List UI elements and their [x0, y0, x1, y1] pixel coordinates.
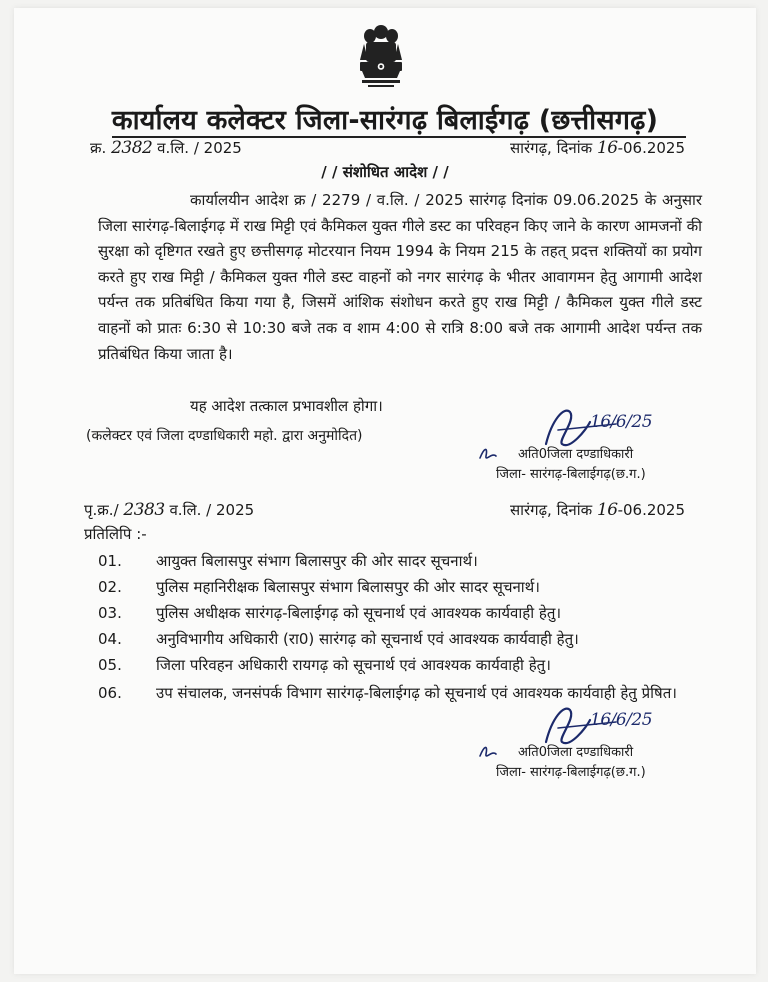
order-ref-prefix: क्र. — [90, 139, 107, 157]
signature-district-2: जिला- सारंगढ़-बिलाईगढ़(छ.ग.) — [496, 765, 646, 780]
list-item: 05. जिला परिवहन अधिकारी रायगढ़ को सूचनार्थ एवं आवश्यक कार्यवाही हेतु। — [98, 656, 551, 674]
copy-date-rest: -06.2025 — [617, 501, 686, 519]
signature-date-note-2: 16/6/25 — [590, 710, 653, 730]
list-item: 04. अनुविभागीय अधिकारी (रा0) सारंगढ़ को सूचनार्थ एवं आवश्यक कार्यवाही हेतु। — [98, 630, 579, 648]
signature-designation-1: अति0जिला दण्डाधिकारी — [518, 447, 634, 462]
signature-district-1: जिला- सारंगढ़-बिलाईगढ़(छ.ग.) — [496, 467, 646, 482]
order-body — [98, 188, 702, 367]
copy-ref-prefix: पृ.क्र./ — [84, 501, 119, 519]
list-item: 06. उप संचालक, जनसंपर्क विभाग सारंगढ़-बिलाईगढ़ को सूचनार्थ एवं आवश्यक कार्यवाही हेतु प्रेषित। — [98, 684, 677, 702]
order-date-rest: -06.2025 — [617, 139, 686, 157]
copy-ref-suffix: व.लि. / 2025 — [169, 501, 255, 519]
copy-ref-number: 2383 — [123, 500, 165, 520]
approval-line: (कलेक्टर एवं जिला दण्डाधिकारी महो. द्वारा अनुमोदित) — [86, 428, 363, 444]
order-heading: / / संशोधित आदेश / / — [321, 163, 449, 181]
signature-designation-2: अति0जिला दण्डाधिकारी — [518, 745, 634, 760]
signature-block-1 — [466, 400, 686, 490]
copy-label: प्रतिलिपि :- — [84, 525, 147, 543]
document-page — [14, 8, 756, 974]
list-item: 03. पुलिस अधीक्षक सारंगढ़-बिलाईगढ़ को सूचनार्थ एवं आवश्यक कार्यवाही हेतु। — [98, 604, 562, 622]
copy-reference — [84, 500, 254, 520]
list-item: 02. पुलिस महानिरीक्षक बिलासपुर संभाग बिलासपुर की ओर सादर सूचनार्थ। — [98, 578, 540, 596]
order-date-handwritten: 16 — [596, 138, 618, 158]
distribution-list — [98, 550, 708, 710]
signature-block-2 — [466, 698, 686, 788]
copy-date-handwritten: 16 — [596, 500, 618, 520]
order-place-date — [510, 138, 685, 158]
office-title: कार्यालय कलेक्टर जिला-सारंगढ़ बिलाईगढ़ (छत्तीसगढ़) — [111, 105, 659, 136]
order-place-label: सारंगढ़, दिनांक — [510, 139, 597, 157]
order-effect-line: यह आदेश तत्काल प्रभावशील होगा। — [190, 397, 383, 415]
copy-place-date — [510, 500, 685, 520]
order-ref-suffix: व.लि. / 2025 — [157, 139, 242, 157]
signature-date-note-1: 16/6/25 — [590, 412, 653, 432]
order-ref-number: 2382 — [111, 138, 153, 158]
state-emblem-icon — [348, 22, 414, 102]
list-item: 01. आयुक्त बिलासपुर संभाग बिलासपुर की ओर सादर सूचनार्थ। — [98, 552, 478, 570]
order-reference — [90, 138, 242, 158]
order-body-text: कार्यालयीन आदेश क्र / 2279 / व.लि. / 2025 सारंगढ़ दिनांक 09.06.2025 के अनुसार जिला सारंगढ़-बिलाईगढ़ में राख मिट्टी एवं कैमिकल युक्त गीले डस्ट का परिवहन किए जाने के कारण आमजनों की सुरक्षा को दृष्टिगत रखते हुए छत्तीसगढ़ मोटरयान नियम 1994 के नियम 215 के तहत् प्रदत्त शक्तियों का प्रयोग करते हुए राख मिट्टी / कैमिकल युक्त गीले डस्ट वाहनों को नगर सारंगढ़ के भीतर आवागमन हेतु आगामी आदेश पर्यन्त तक प्रतिबंधित किया गया है, जिसमें आंशिक संशोधन करते हुए राख मिट्टी / कैमिकल युक्त गीले डस्ट वाहनों को प्रातः 6:30 से 10:30 बजे तक व शाम 4:00 से रात्रि 8:00 बजे तक आगामी आदेश पर्यन्त तक प्रतिबंधित किया जाता है। — [98, 191, 702, 363]
copy-place-label: सारंगढ़, दिनांक — [510, 501, 597, 519]
